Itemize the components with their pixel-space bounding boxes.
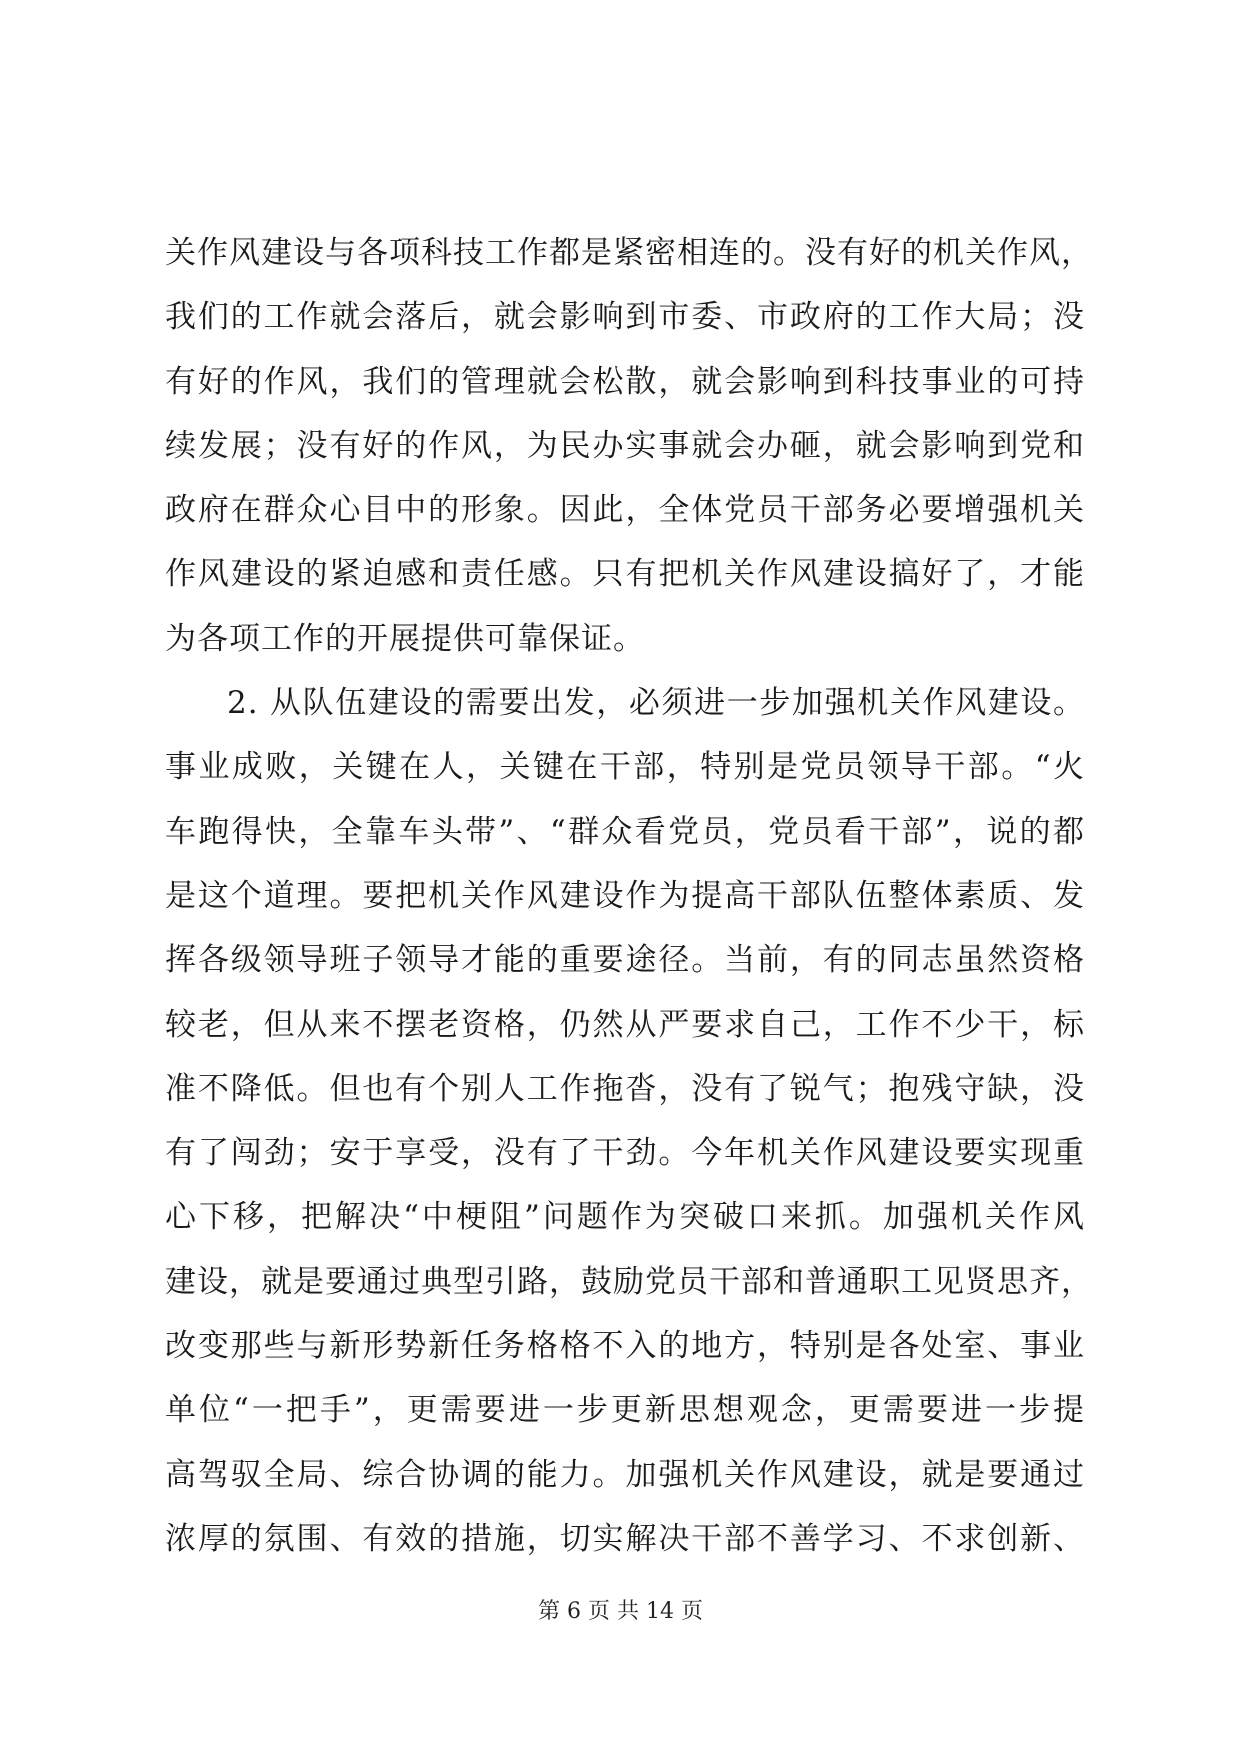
section-heading-line: 2. 从队伍建设的需要出发，必须进一步加强机关作风建设。 [227,685,1085,722]
body-text [165,221,1093,1571]
text-line: 作风建设的紧迫感和责任感。只有把机关作风建设搞好了，才能 [165,556,1085,593]
text-line: 我们的工作就会落后，就会影响到市委、市政府的工作大局；没 [165,299,1085,336]
text-line: 心下移，把解决“中梗阻”问题作为突破口来抓。加强机关作风 [165,1199,1085,1236]
text-line: 是这个道理。要把机关作风建设作为提高干部队伍整体素质、发 [165,877,1085,914]
text-line: 较老，但从来不摆老资格，仍然从严要求自己，工作不少干，标 [165,1006,1085,1043]
text-line: 改变那些与新形势新任务格格不入的地方，特别是各处室、事业 [165,1328,1085,1365]
text-line: 建设，就是要通过典型引路，鼓励党员干部和普通职工见贤思齐， [165,1263,1093,1300]
text-line: 关作风建设与各项科技工作都是紧密相连的。没有好的机关作风， [165,235,1093,271]
text-line: 有了闯劲；安于享受，没有了干劲。今年机关作风建设要实现重 [165,1135,1085,1172]
text-line: 挥各级领导班子领导才能的重要途径。当前，有的同志虽然资格 [165,942,1085,979]
text-line: 为各项工作的开展提供可靠保证。 [165,620,645,657]
text-line: 车跑得快，全靠车头带”、“群众看党员，党员看干部”，说的都 [165,813,1085,850]
text-line: 政府在群众心目中的形象。因此，全体党员干部务必要增强机关 [165,492,1085,529]
text-line: 浓厚的氛围、有效的措施，切实解决干部不善学习、不求创新、 [165,1520,1085,1557]
text-line: 续发展；没有好的作风，为民办实事就会办砸，就会影响到党和 [165,427,1085,464]
text-line: 高驾驭全局、综合协调的能力。加强机关作风建设，就是要通过 [165,1456,1085,1493]
text-line: 准不降低。但也有个别人工作拖沓，没有了锐气；抱残守缺，没 [165,1070,1085,1107]
text-line: 单位“一把手”，更需要进一步更新思想观念，更需要进一步提 [165,1392,1085,1429]
text-line: 有好的作风，我们的管理就会松散，就会影响到科技事业的可持 [165,363,1085,400]
text-line: 事业成败，关键在人，关键在干部，特别是党员领导干部。“火 [165,749,1085,786]
page-number-footer: 第 6 页 共 14 页 [538,1599,703,1624]
